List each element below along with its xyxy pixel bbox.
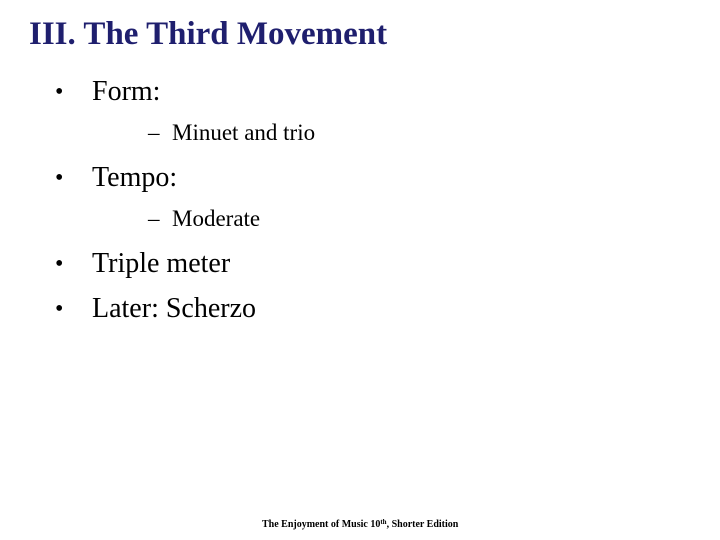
bullet-text: Form: [92, 76, 161, 107]
bullet-item-triple-meter [55, 245, 230, 283]
bullet-marker: • [55, 78, 64, 105]
bullet-item-form [55, 73, 160, 111]
bullet-item-tempo [55, 159, 177, 197]
subbullet-marker: – [148, 120, 160, 145]
subbullet-item-minuet [148, 118, 315, 148]
bullet-text: Later: Scherzo [92, 293, 257, 324]
footer-text-suffix: , Shorter Edition [386, 519, 459, 530]
subbullet-text: Moderate [172, 206, 261, 231]
bullet-marker: • [55, 295, 64, 322]
subbullet-item-moderate [148, 204, 260, 234]
bullet-marker: • [55, 164, 64, 191]
subbullet-marker: – [148, 206, 160, 231]
bullet-text: Triple meter [92, 248, 231, 279]
bullet-text: Tempo: [92, 162, 178, 193]
bullet-marker: • [55, 250, 64, 277]
footer-text: The Enjoyment of Music 10 [262, 519, 381, 530]
subbullet-text: Minuet and trio [172, 120, 316, 145]
slide-title: III. The Third Movement [29, 16, 388, 52]
footer-superscript: th [380, 518, 387, 526]
slide-footer [262, 518, 458, 530]
bullet-item-later-scherzo [55, 290, 256, 328]
